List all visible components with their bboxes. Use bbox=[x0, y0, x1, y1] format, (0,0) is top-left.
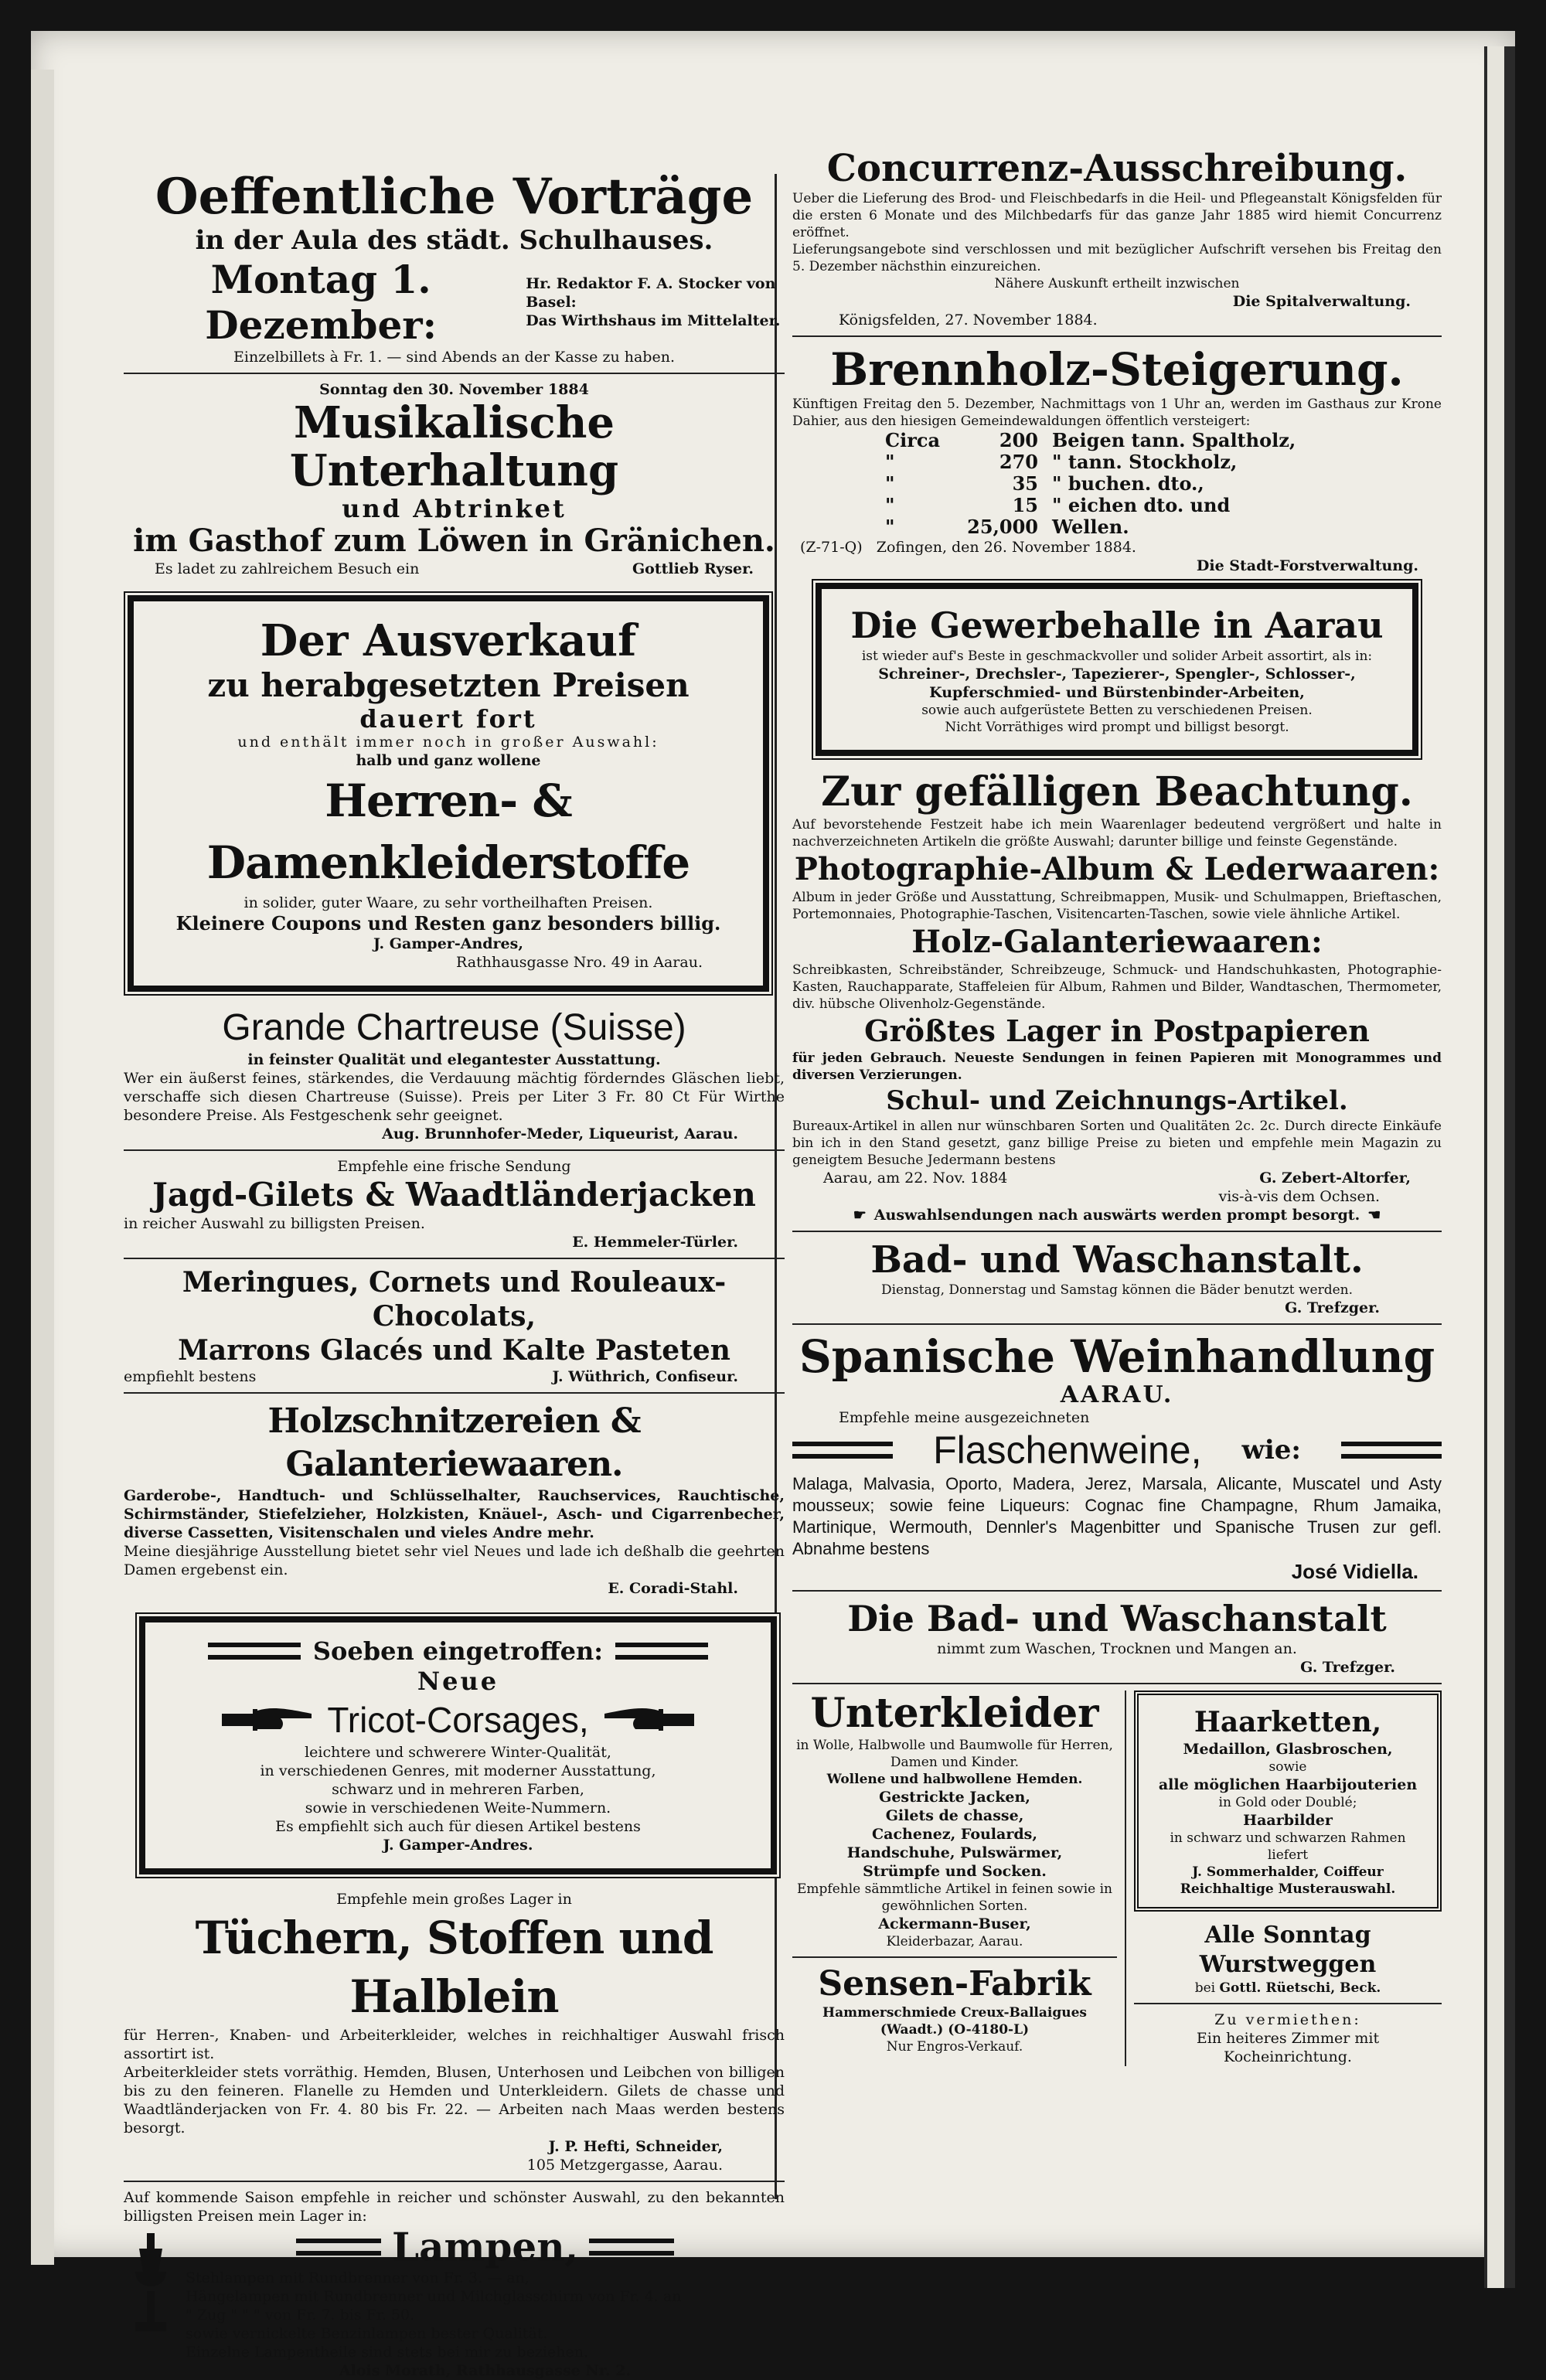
ad-jagd bbox=[124, 1157, 785, 1251]
tuechern-title: Tüchern, Stoffen und Halblein bbox=[195, 1912, 713, 2023]
right-column bbox=[792, 147, 1442, 2066]
holz-body2: Meine diesjährige Ausstellung bietet sehr viel Neues und lade ich deßhalb die geehrten Damen ergebenst ein. bbox=[124, 1543, 785, 1578]
haar-l7: Reichhaltige Musterauswahl. bbox=[1180, 1881, 1396, 1897]
wein-sign: José Vidiella. bbox=[1291, 1560, 1418, 1583]
ausverkauf-line2: zu herabgesetzten Preisen bbox=[207, 666, 690, 704]
chartreuse-line1: in feinster Qualität und elegantester Ausstattung. bbox=[247, 1051, 661, 1068]
rule-ornament bbox=[589, 2239, 674, 2256]
brennholz-row-prefix: Circa bbox=[885, 429, 941, 451]
beachtung-b4: Bureaux-Artikel in allen nur wünschbaren Sorten und Qualitäten 2c. 2c. Durch directe Einkäufe bin ich in den Stand gesetzt, ganz billige Preise zu bieten und empfehle mein Magazin zu geneigtem Besuche Jedermann bestens bbox=[792, 1118, 1442, 1168]
wein-title: Spanische Weinhandlung bbox=[799, 1330, 1435, 1383]
vermiethen-title: Zu vermiethen: bbox=[1214, 2011, 1361, 2028]
holz-sign: E. Coradi-Stahl. bbox=[608, 1580, 738, 1597]
sensen-title: Sensen-Fabrik bbox=[818, 1964, 1091, 2004]
lampen-l1: Stehlampen mit Rundbrenner von Fr. 3. — an, bbox=[186, 2269, 530, 2286]
tricot-line1: Soeben eingetroffen: bbox=[312, 1636, 604, 1666]
beachtung-foot: Auswahlsendungen nach auswärts werden prompt besorgt. bbox=[873, 1207, 1360, 1224]
ad-concurrenz bbox=[792, 147, 1442, 329]
haar-l3: alle möglichen Haarbijouterien bbox=[1158, 1776, 1418, 1793]
ad-gewerbe bbox=[816, 583, 1418, 756]
tuechern-addr: 105 Metzgergasse, Aarau. bbox=[526, 2157, 723, 2174]
meringues-title2: Marrons Glacés und Kalte Pasteten bbox=[178, 1334, 730, 1367]
gewerbe-body: ist wieder auf's Beste in geschmackvoller und solider Arbeit assortirt, als in: bbox=[861, 649, 1373, 664]
brennholz-body: Künftigen Freitag den 5. Dezember, Nachmittags von 1 Uhr an, werden im Gasthaus zur Krone Dahier, aus den hiesigen Gemeindewaldungen öffentlich versteigert: bbox=[792, 397, 1442, 429]
wein-pre: Empfehle meine ausgezeichneten bbox=[839, 1409, 1090, 1426]
column-divider bbox=[1125, 1691, 1126, 2066]
beachtung-b1: Album in jeder Größe und Ausstattung, Schreibmappen, Musik- und Schulmappen, Brieftaschen, Portemonnaies, Photographie-Taschen, Visitencarten-Taschen, sowie viele ähnliche Artikel. bbox=[792, 890, 1442, 922]
gewerbe-body4: sowie auch aufgerüstete Betten zu verschiedenen Preisen. bbox=[921, 703, 1313, 718]
unterkleider-l1: in Wolle, Halbwolle und Baumwolle für Herren, Damen und Kinder. bbox=[796, 1738, 1113, 1770]
musik-invite: Es ladet zu zahlreichem Besuch ein bbox=[155, 560, 420, 577]
ad-holz bbox=[124, 1400, 785, 1598]
haar-title: Haarketten, bbox=[1194, 1706, 1382, 1738]
brennholz-row bbox=[885, 451, 1442, 473]
holz-title: Holzschnitzereien & Galanteriewaaren. bbox=[267, 1401, 641, 1484]
ad-haar bbox=[1134, 1691, 1442, 1912]
unterkleider-l6: Handschuhe, Pulswärmer, bbox=[846, 1844, 1063, 1861]
bad2-sign: G. Trefzger. bbox=[1300, 1659, 1395, 1676]
ad-vortraege bbox=[124, 170, 785, 366]
brennholz-sign: Die Stadt-Forstverwaltung. bbox=[1196, 557, 1418, 574]
wein-body: Malaga, Malvasia, Oporto, Madera, Jerez, Marsala, Alicante, Muscatel und Asty mousseux; sowie feine Liqueurs: Cognac fine Champagne, Rhum Jamaika, Martinique, Wermouth, Dennler's Magenbitter und Spanische Trusen zur gefl. Abnahme bestens bbox=[792, 1474, 1442, 1558]
bottom-row bbox=[792, 1691, 1442, 2066]
musik-line3: im Gasthof zum Löwen in Gränichen. bbox=[133, 523, 775, 559]
sensen-l3: Nur Engros-Verkauf. bbox=[886, 2039, 1023, 2055]
brennholz-row-amount: 270 bbox=[999, 451, 1038, 473]
wurst-title: Alle Sonntag Wurstweggen bbox=[1199, 1922, 1377, 1978]
haar-sign: J. Sommerhalder, Coiffeur bbox=[1192, 1864, 1384, 1880]
brennholz-row-amount: 200 bbox=[999, 429, 1038, 451]
brennholz-row bbox=[885, 473, 1442, 495]
tricot-body3: schwarz und in mehreren Farben, bbox=[332, 1781, 584, 1798]
brennholz-row-prefix: " bbox=[885, 516, 895, 538]
beachtung-h1: Photographie-Album & Lederwaaren: bbox=[794, 851, 1440, 887]
concurrenz-body: Ueber die Lieferung des Brod- und Fleischbedarfs in die Heil- und Pflegeanstalt Königsfelden für die ersten 6 Monate und des Milchbedarfs für das ganze Jahr 1885 wird hiemit Concurrenz eröffnet. bbox=[792, 191, 1442, 240]
holz-body: Garderobe-, Handtuch- und Schlüsselhalter, Rauchservices, Rauchtische, Schirmständer, Stiefelzieher, Holzkisten, Knäuel-, Asch- und Cigarrenbecher, diverse Cassetten, Visitenschalen und vieles Andre mehr. bbox=[124, 1487, 785, 1541]
ad-wurst bbox=[1134, 1921, 1442, 1997]
chartreuse-body: Wer ein äußerst feines, stärkendes, die Verdauung mächtig förderndes Gläschen liebt, verschaffe sich diesen Chartreuse (Suisse). Preis per Liter 3 Fr. 80 Ct Für Wirthe besondere Preise. Als Festgeschenk sehr geeignet. bbox=[124, 1070, 785, 1124]
ausverkauf-line5: halb und ganz wollene bbox=[356, 752, 541, 769]
haar-l2: sowie bbox=[1268, 1759, 1307, 1775]
ausverkauf-line6: in solider, guter Waare, zu sehr vortheilhaften Preisen. bbox=[243, 894, 653, 911]
ausverkauf-big: Herren- & Damenkleiderstoffe bbox=[206, 775, 690, 889]
tricot-body4: sowie in verschiedenen Weite-Nummern. bbox=[305, 1799, 611, 1816]
haar-l4: in Gold oder Doublé; bbox=[1218, 1795, 1357, 1810]
vortraege-subtitle: in der Aula des städt. Schulhauses. bbox=[195, 225, 713, 256]
concurrenz-title: Concurrenz-Ausschreibung. bbox=[826, 147, 1408, 190]
rule-ornament bbox=[615, 1643, 708, 1660]
newspaper-page bbox=[31, 31, 1515, 2379]
ad-wein bbox=[792, 1331, 1442, 1584]
brennholz-row-prefix: " bbox=[885, 472, 895, 495]
musik-title: Musikalische Unterhaltung bbox=[289, 397, 619, 496]
unterkleider-l8: Empfehle sämmtliche Artikel in feinen sowie in gewöhnlichen Sorten. bbox=[797, 1881, 1112, 1914]
brennholz-row-item: " buchen. dto., bbox=[1052, 472, 1204, 495]
vortraege-title: Oeffentliche Vorträge bbox=[155, 168, 754, 226]
beachtung-b3: für jeden Gebrauch. Neueste Sendungen in feinen Papieren mit Monogrammes und diversen Verzierungen. bbox=[792, 1050, 1442, 1083]
pointing-hand-icon: ☚ bbox=[1367, 1207, 1381, 1224]
ad-beachtung bbox=[792, 768, 1442, 1224]
tricot-body1: leichtere und schwerere Winter-Qualität, bbox=[305, 1744, 611, 1761]
haar-l5: Haarbilder bbox=[1243, 1812, 1333, 1829]
rule-ornament bbox=[1341, 1442, 1442, 1459]
vermiethen-body: Ein heiteres Zimmer mit Kocheinrichtung. bbox=[1196, 2030, 1380, 2065]
lampen-sign: Alois Morath, Rathhausgasse Nr. 2. bbox=[339, 2362, 632, 2379]
unterkleider-l2: Wollene und halbwollene Hemden. bbox=[826, 1772, 1083, 1787]
ad-chartreuse bbox=[124, 1006, 785, 1143]
bad1-sign: G. Trefzger. bbox=[1285, 1299, 1380, 1316]
pointing-hand-left-icon bbox=[597, 1703, 697, 1737]
tricot-title: Tricot-Corsages, bbox=[327, 1700, 589, 1740]
vortraege-topic: Das Wirthshaus im Mittelalter. bbox=[526, 312, 781, 329]
gewerbe-title: Die Gewerbehalle in Aarau bbox=[850, 604, 1384, 646]
vortraege-date: Montag 1. Dezember: bbox=[205, 257, 438, 348]
brennholz-row-prefix: " bbox=[885, 451, 895, 473]
unterkleider-l7: Strümpfe und Socken. bbox=[863, 1863, 1047, 1880]
beachtung-date: Aarau, am 22. Nov. 1884 bbox=[823, 1170, 1008, 1187]
lampen-title: Lampen, bbox=[392, 2224, 578, 2269]
gewerbe-body3: Kupferschmied- und Bürstenbinder-Arbeiten, bbox=[929, 684, 1305, 701]
oil-lamp-icon bbox=[124, 2225, 178, 2341]
lampen-l3: " Zug " " " von Fr. 7. bis Fr. 50. bbox=[186, 2307, 415, 2324]
sensen-l2: (Waadt.) (O-4180-L) bbox=[880, 2022, 1030, 2038]
unterkleider-sign: Ackermann-Buser, bbox=[878, 1915, 1031, 1932]
beachtung-h4: Schul- und Zeichnungs-Artikel. bbox=[886, 1085, 1348, 1116]
wein-wie: wie: bbox=[1241, 1435, 1301, 1466]
brennholz-row-item: " eichen dto. und bbox=[1052, 494, 1231, 516]
wurst-sign: Gottl. Rüetschi, Beck. bbox=[1219, 1980, 1381, 1996]
brennholz-row bbox=[885, 495, 1442, 516]
concurrenz-body2: Lieferungsangebote sind verschlossen und mit bezüglicher Aufschrift versehen bis Freitag den 5. Dezember nächsthin einzureichen. bbox=[792, 242, 1442, 274]
jagd-title: Jagd-Gilets & Waadtländerjacken bbox=[152, 1176, 756, 1214]
beachtung-sign: G. Zebert-Altorfer, bbox=[1259, 1170, 1411, 1187]
page-binding-strip bbox=[1484, 46, 1515, 2288]
gewerbe-body5: Nicht Vorräthiges wird prompt und billigst besorgt. bbox=[945, 720, 1289, 735]
lampen-l4: sowie vernickelte Benzinlampen bester Qualität. bbox=[186, 2325, 548, 2342]
unterkleider-l4: Gilets de chasse, bbox=[885, 1807, 1024, 1824]
beachtung-h2: Holz-Galanteriewaaren: bbox=[911, 924, 1323, 960]
brennholz-row bbox=[885, 430, 1442, 451]
meringues-line: empfiehlt bestens bbox=[124, 1368, 257, 1385]
ad-tuechern bbox=[124, 1890, 785, 2174]
pointing-hand-icon: ☛ bbox=[853, 1207, 867, 1224]
ad-musik bbox=[124, 380, 785, 578]
unterkleider-title: Unterkleider bbox=[810, 1690, 1099, 1737]
brennholz-table bbox=[885, 430, 1442, 538]
lampen-l5: Einzelne Lampentheile sind stets bei mir zu beziehen. bbox=[186, 2344, 589, 2361]
musik-line2: und Abtrinket bbox=[342, 494, 567, 523]
concurrenz-date: Königsfelden, 27. November 1884. bbox=[839, 312, 1098, 329]
beachtung-title: Zur gefälligen Beachtung. bbox=[821, 768, 1413, 815]
beachtung-body: Auf bevorstehende Festzeit habe ich mein Waarenlager bedeutend vergrößert und halte in nachverzeichneten Artikeln die größte Auswahl; darunter billige und feinste Gegenstände. bbox=[792, 817, 1442, 850]
concurrenz-sign: Die Spitalverwaltung. bbox=[1232, 293, 1411, 310]
tricot-body5: Es empfiehlt sich auch für diesen Artikel bestens bbox=[275, 1818, 641, 1835]
chartreuse-title: Grande Chartreuse (Suisse) bbox=[222, 1007, 686, 1048]
brennholz-row-item: Wellen. bbox=[1052, 516, 1129, 538]
musik-sign: Gottlieb Ryser. bbox=[632, 560, 754, 577]
ausverkauf-sign: J. Gamper-Andres, bbox=[373, 935, 523, 952]
beachtung-h3: Größtes Lager in Postpapieren bbox=[864, 1013, 1370, 1048]
ad-bad1 bbox=[792, 1238, 1442, 1317]
brennholz-code: (Z-71-Q) bbox=[800, 539, 863, 556]
vortraege-tickets: Einzelbillets à Fr. 1. — sind Abends an der Kasse zu haben. bbox=[233, 349, 675, 366]
left-column bbox=[124, 147, 785, 2380]
ausverkauf-line4: und enthält immer noch in großer Auswahl: bbox=[237, 734, 659, 751]
meringues-title: Meringues, Cornets und Rouleaux-Chocolats, bbox=[182, 1266, 727, 1333]
beachtung-b2: Schreibkasten, Schreibständer, Schreibzeuge, Schmuck- und Handschuhkasten, Photographie-Kasten, Rauchapparate, Staffeleien für Album, Rahmen und Bilder, Wandtaschen, Thermometer, div. hübsche Olivenholz-Gegenstände. bbox=[792, 962, 1442, 1012]
pointing-hand-right-icon bbox=[219, 1703, 319, 1737]
tuechern-body2: Arbeiterkleider stets vorräthig. Hemden, Blusen, Unterhosen und Leibchen von billigen bis zu den feineren. Flanelle zu Hemden und Unterkleidern. Gilets de chasse und Waadtländerjacken von Fr. 4. 80 bis Fr. 22. — Arbeiten nach Maas werden bestens besorgt. bbox=[124, 2064, 785, 2137]
lampen-l2: Hängelampen mit Rundbrenner und Milchglasschirm von Fr. 4. an bbox=[186, 2288, 682, 2305]
brennholz-row-item: " tann. Stockholz, bbox=[1052, 451, 1238, 473]
ad-brennholz bbox=[792, 343, 1442, 575]
ausverkauf-line7: Kleinere Coupons und Resten ganz besonders billig. bbox=[175, 912, 721, 935]
unterkleider-l3: Gestrickte Jacken, bbox=[879, 1789, 1030, 1806]
brennholz-row-amount: 25,000 bbox=[967, 516, 1038, 538]
previous-page-edge bbox=[31, 70, 54, 2265]
bad2-title: Die Bad- und Waschanstalt bbox=[847, 1598, 1387, 1639]
concurrenz-body3: Nähere Auskunft ertheilt inzwischen bbox=[994, 276, 1240, 291]
unterkleider-l5: Cachenez, Foulards, bbox=[872, 1826, 1037, 1843]
lampen-pre: Auf kommende Saison empfehle in reicher und schönster Auswahl, zu den bekannten billigsten Preisen mein Lager in: bbox=[124, 2189, 785, 2225]
ausverkauf-addr: Rathhausgasse Nro. 49 in Aarau. bbox=[456, 954, 703, 971]
bad1-title: Bad- und Waschanstalt. bbox=[870, 1238, 1364, 1282]
chartreuse-sign: Aug. Brunnhofer-Meder, Liqueurist, Aarau. bbox=[382, 1125, 738, 1142]
brennholz-row bbox=[885, 516, 1442, 538]
wein-city: AARAU. bbox=[1060, 1381, 1174, 1408]
brennholz-title: Brennholz-Steigerung. bbox=[830, 343, 1404, 396]
ad-bad2 bbox=[792, 1598, 1442, 1677]
jagd-pre: Empfehle eine frische Sendung bbox=[337, 1158, 571, 1175]
ausverkauf-line3: dauert fort bbox=[359, 704, 537, 734]
ausverkauf-title: Der Ausverkauf bbox=[260, 615, 637, 666]
wein-big: Flaschenweine, bbox=[933, 1428, 1202, 1472]
brennholz-row-amount: 35 bbox=[1012, 472, 1038, 495]
tuechern-sign: J. P. Hefti, Schneider, bbox=[548, 2138, 723, 2155]
ad-meringues bbox=[124, 1265, 785, 1386]
ad-unterkleider bbox=[792, 1691, 1117, 1950]
wurst-pre: bei bbox=[1194, 1980, 1216, 1996]
ad-vermiethen bbox=[1134, 2011, 1442, 2066]
brennholz-row-amount: 15 bbox=[1012, 494, 1038, 516]
jagd-line: in reicher Auswahl zu billigsten Preisen. bbox=[124, 1215, 425, 1232]
bad2-body: nimmt zum Waschen, Trocknen und Mangen an. bbox=[937, 1640, 1297, 1657]
gewerbe-body2: Schreiner-, Drechsler-, Tapezierer-, Spengler-, Schlosser-, bbox=[878, 666, 1356, 683]
bad1-body: Dienstag, Donnerstag und Samstag können die Bäder benutzt werden. bbox=[880, 1282, 1354, 1298]
tricot-body2: in verschiedenen Genres, mit moderner Ausstattung, bbox=[260, 1762, 656, 1779]
haar-l6: in schwarz und schwarzen Rahmen liefert bbox=[1170, 1830, 1406, 1863]
ad-ausverkauf bbox=[128, 595, 769, 992]
tuechern-body: für Herren-, Knaben- und Arbeiterkleider, welches in reichhaltiger Auswahl frisch assortirt ist. bbox=[124, 2027, 785, 2062]
rule-ornament bbox=[208, 1643, 301, 1660]
rule-ornament bbox=[296, 2239, 381, 2256]
rule-ornament bbox=[792, 1442, 893, 1459]
sensen-l1: Hammerschmiede Creux-Ballaigues bbox=[822, 2005, 1087, 2021]
tricot-line2: Neue bbox=[417, 1667, 499, 1696]
brennholz-date: Zofingen, den 26. November 1884. bbox=[876, 539, 1136, 556]
meringues-sign: J. Wüthrich, Confiseur. bbox=[552, 1368, 738, 1385]
ad-sensen bbox=[792, 1964, 1117, 2055]
unterkleider-addr: Kleiderbazar, Aarau. bbox=[886, 1934, 1023, 1949]
brennholz-row-item: Beigen tann. Spaltholz, bbox=[1052, 429, 1296, 451]
tuechern-pre: Empfehle mein großes Lager in bbox=[336, 1891, 572, 1908]
haar-l1: Medaillon, Glasbroschen, bbox=[1183, 1741, 1393, 1758]
brennholz-row-prefix: " bbox=[885, 494, 895, 516]
musik-date: Sonntag den 30. November 1884 bbox=[319, 381, 589, 398]
tricot-sign: J. Gamper-Andres. bbox=[383, 1837, 533, 1854]
ad-tricot bbox=[139, 1616, 777, 1874]
beachtung-addr: vis-à-vis dem Ochsen. bbox=[1218, 1188, 1380, 1205]
vortraege-speaker: Hr. Redaktor F. A. Stocker von Basel: bbox=[526, 275, 776, 311]
ad-lampen bbox=[124, 2188, 785, 2380]
jagd-sign: E. Hemmeler-Türler. bbox=[572, 1234, 738, 1251]
